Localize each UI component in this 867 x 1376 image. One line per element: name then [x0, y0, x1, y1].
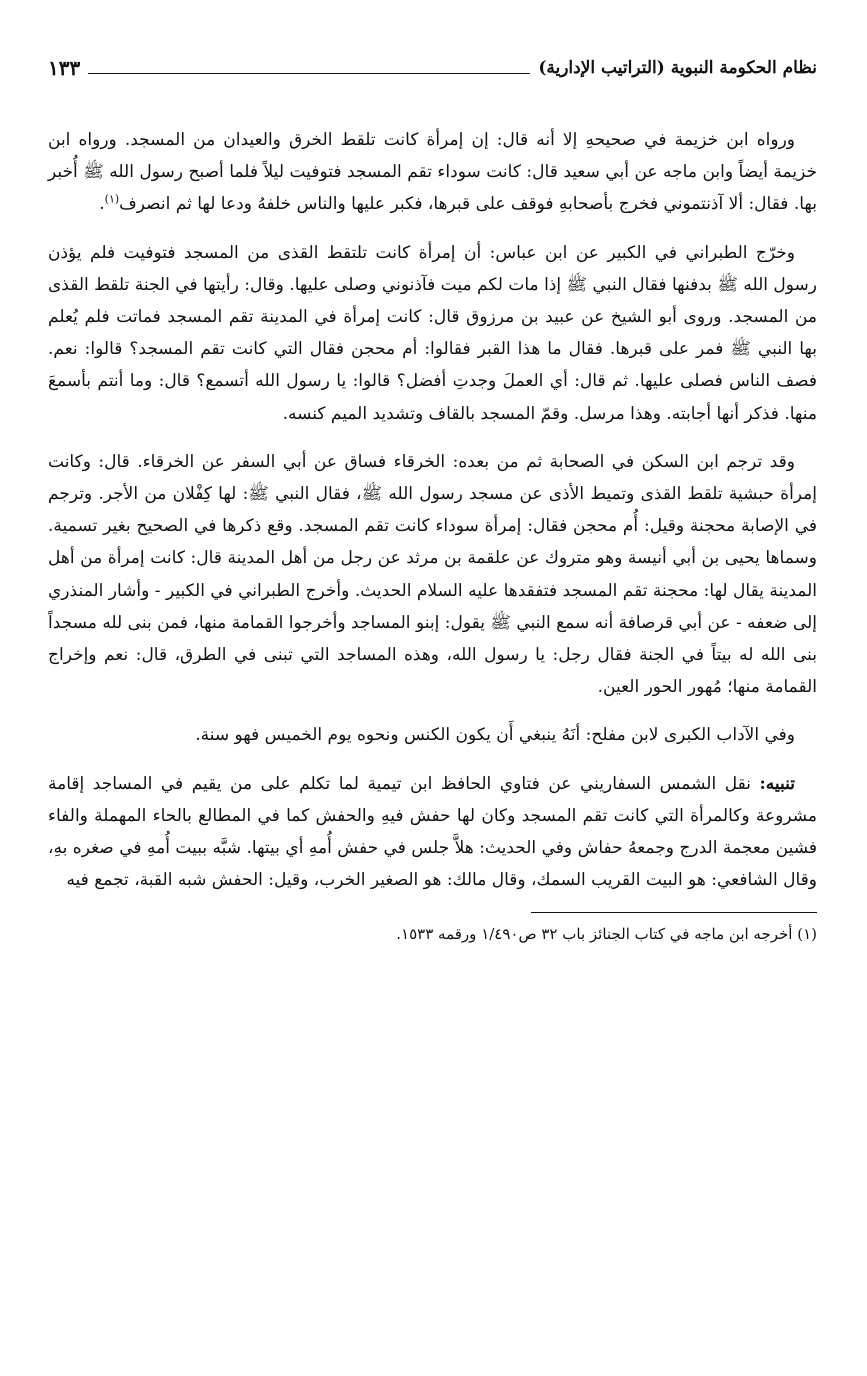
running-title: نظام الحكومة النبوية (التراتيب الإدارية) [538, 58, 817, 78]
note-lead: تنبيه: [759, 773, 795, 794]
footnote: (١) أخرجه ابن ماجه في كتاب الجنائز باب ٣٢ ص١/٤٩٠ ورقمه ١٥٣٣. [396, 925, 817, 944]
paragraph-2 [48, 237, 817, 430]
paragraph-5 [48, 768, 817, 897]
paragraph-1-text: ورواه ابن خزيمة في صحيحهِ إلا أنه قال: إن إمرأة كانت تلقط الخرق والعيدان من المسجد. ورواه ابن خزيمة أيضاً وابن ماجه عن أبي سعيد قال: كانت سوداء تقم المسجد فتوفيت ليلاً فلما أصبح رسول الله ﷺ أُخبر بها. فقال: ألا آذنتموني فخرج بأصحابهِ فوقف على قبرها، فكبر عليها والناس خلفهُ ودعا لها ثم انصرف [48, 130, 817, 215]
paragraph-5-text: نقل الشمس السفاريني عن فتاوي الحافظ ابن تيمية لما تكلم على من يقيم في المساجد إقامة مشروعة وكالمرأة التي كانت تقم المسجد وكان لها حفش فيهِ والحفش كما في المطالع بالحاء المهملة والفاء فشين معجمة الدرج وجمعهُ حفاش وفي الحديث: هلاَّ جلس في حفش أُمهِ أي بيتها. شبَّه ببيت أُمهِ في صغره بهِ، وقال الشافعي: هو البيت القريب السمك، وقال مالك: هو الصغير الخرب، وقيل: الحفش شبه القبة، تجمع فيه [48, 773, 817, 891]
paragraph-3-text: وقد ترجم ابن السكن في الصحابة ثم من بعده: الخرقاء فساق عن أبي السفر عن الخرقاء. قال: وكانت إمرأة حبشية تلقط القذى وتميط الأذى عن مسجد رسول الله ﷺ، فقال النبي ﷺ: لها كِفْلان من الأجر. وترجم في الإصابة محجنة وقيل: أُم محجن فقال: إمرأة سوداء كانت تقم المسجد. وقع ذكرها في الصحيح بغير تسمية. وسماها يحيى بن أبي أنيسة وهو متروك عن علقمة بن مرثد عن رجل من أهل المدينة قال: كانت إمرأة من أهل المدينة يقال لها: محجنة تقم المسجد فتفقدها عليه السلام الحديث. وأخرج الطبراني في الكبير - وأشار المنذري إلى ضعفه - عن أبي قرصافة أنه سمع النبي ﷺ يقول: إبنو المساجد وأخرجوا القمامة منها، فمن بنى لله مسجداً بنى الله له بيتاً في الجنة فقال رجل: يا رسول الله، وهذه المساجد التي تبنى في الطرق، قال: نعم وإخراج القمامة منها؛ مُهور الحور العين. [48, 451, 817, 698]
footnote-reference: (١) [104, 192, 120, 206]
page-number: ١٣٣ [48, 56, 81, 80]
paragraph-1-tail: . [99, 194, 105, 215]
paragraph-3 [48, 446, 817, 704]
running-header [48, 56, 817, 80]
header-rule [88, 73, 530, 74]
paragraph-4 [48, 719, 817, 751]
paragraph-2-text: وخرّج الطبراني في الكبير عن ابن عباس: أن إمرأة كانت تلتقط القذى من المسجد فتوفيت فلم يؤذن رسول الله ﷺ بدفنها فقال النبي ﷺ إذا مات لكم ميت فآذنوني وصلى عليها. وقال: رأيتها في الجنة تلقط القذى من المسجد. وروى أبو الشيخ عن عبيد بن مرزوق قال: كانت إمرأة في المدينة تقم المسجد فماتت فلم يُعلم بها النبي ﷺ فمر على قبرها. فقال ما هذا القبر فقالوا: أم محجن فقال التي كانت تقم المسجد؟ قالوا: نعم. فصف الناس فصلى عليها. ثم قال: أي العملَ وجدتِ أفضل؟ قالوا: يا رسول الله أتسمع؟ قال: وما أنتم بأسمعَ منها. فذكر أنها أجابته. وهذا مرسل. وقمّ المسجد بالقاف وتشديد الميم كنسه. [48, 242, 817, 424]
footnote-rule [531, 912, 817, 913]
paragraph-4-text: وفي الآداب الكبرى لابن مفلح: أنَهُ ينبغي أَن يكون الكنس ونحوه يوم الخميس فهو سنة. [195, 725, 795, 746]
paragraph-1 [48, 124, 817, 221]
page-body [48, 124, 817, 896]
